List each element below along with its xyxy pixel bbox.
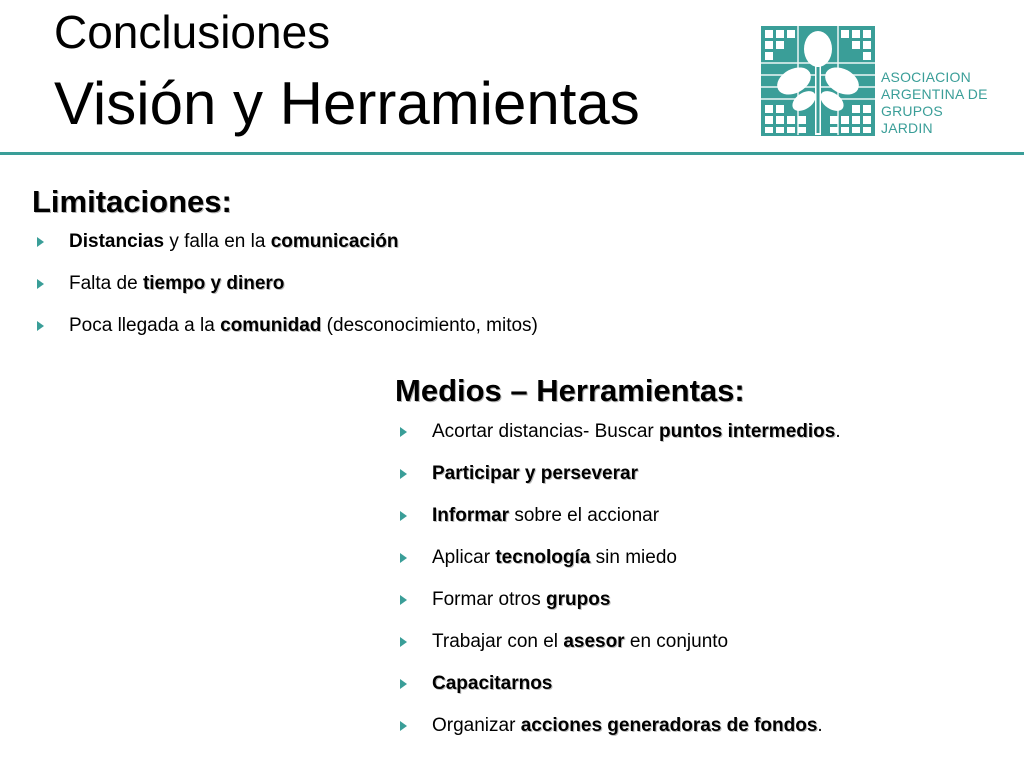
list-item [400,503,841,545]
item-text: Trabajar con el [432,631,564,652]
list-item [400,671,841,713]
item-text: sobre el accionar [509,505,660,526]
triangle-bullet-icon [400,679,407,689]
item-text: Poca llegada a la [69,315,221,336]
list-item [400,713,841,755]
slide-title-line2: Visión y Herramientas [54,70,640,137]
logo-text-line: ASOCIACION [881,69,971,85]
item-text-bold: Distancias [69,231,165,252]
triangle-bullet-icon [400,553,407,563]
item-text-emphasis: tecnología [495,547,591,568]
list-item [400,461,841,503]
item-text: Formar otros [432,589,547,610]
item-text: . [835,421,841,442]
triangle-bullet-icon [400,721,407,731]
limitaciones-heading: Limitaciones: [32,184,232,219]
organization-logo [760,25,988,142]
item-text: (desconocimiento, mitos) [321,315,538,336]
logo-text-line: GRUPOS [881,103,943,119]
item-text: sin miedo [590,547,677,568]
triangle-bullet-icon [400,511,407,521]
list-item [37,271,538,313]
item-text-emphasis: puntos intermedios [659,421,836,442]
slide-title-line1: Conclusiones [54,6,331,58]
triangle-bullet-icon [400,637,407,647]
logo-text-line: JARDIN [881,120,933,136]
item-text: en conjunto [624,631,729,652]
list-item [400,587,841,629]
list-item [37,313,538,355]
logo-text [881,69,988,137]
item-text: Falta de [69,273,143,294]
item-text-emphasis: comunicación [270,231,399,252]
leaf-tree-grid-logo-icon [760,25,876,137]
item-text-emphasis: acciones generadoras de fondos [520,715,818,736]
item-text: y falla en la [164,231,271,252]
item-text-emphasis: tiempo y dinero [142,273,285,294]
list-item [37,229,538,271]
list-item [400,545,841,587]
item-text: . [817,715,823,736]
title-divider [0,152,1024,155]
medios-heading: Medios – Herramientas: [395,373,745,408]
limitaciones-list [37,229,538,355]
medios-list [400,419,841,755]
item-text-emphasis: comunidad [220,315,322,336]
triangle-bullet-icon [400,427,407,437]
item-text-emphasis: asesor [563,631,625,652]
item-text-emphasis: Capacitarnos [432,673,553,694]
item-text-emphasis: Participar y perseverar [432,463,638,484]
item-text-emphasis: Informar [432,505,510,526]
item-text-emphasis: grupos [546,589,611,610]
list-item [400,629,841,671]
logo-text-line: ARGENTINA DE [881,86,988,102]
triangle-bullet-icon [37,321,44,331]
triangle-bullet-icon [37,237,44,247]
list-item [400,419,841,461]
item-text: Organizar [432,715,521,736]
triangle-bullet-icon [400,595,407,605]
triangle-bullet-icon [37,279,44,289]
item-text: Aplicar [432,547,496,568]
item-text: Acortar distancias- Buscar [432,421,660,442]
triangle-bullet-icon [400,469,407,479]
